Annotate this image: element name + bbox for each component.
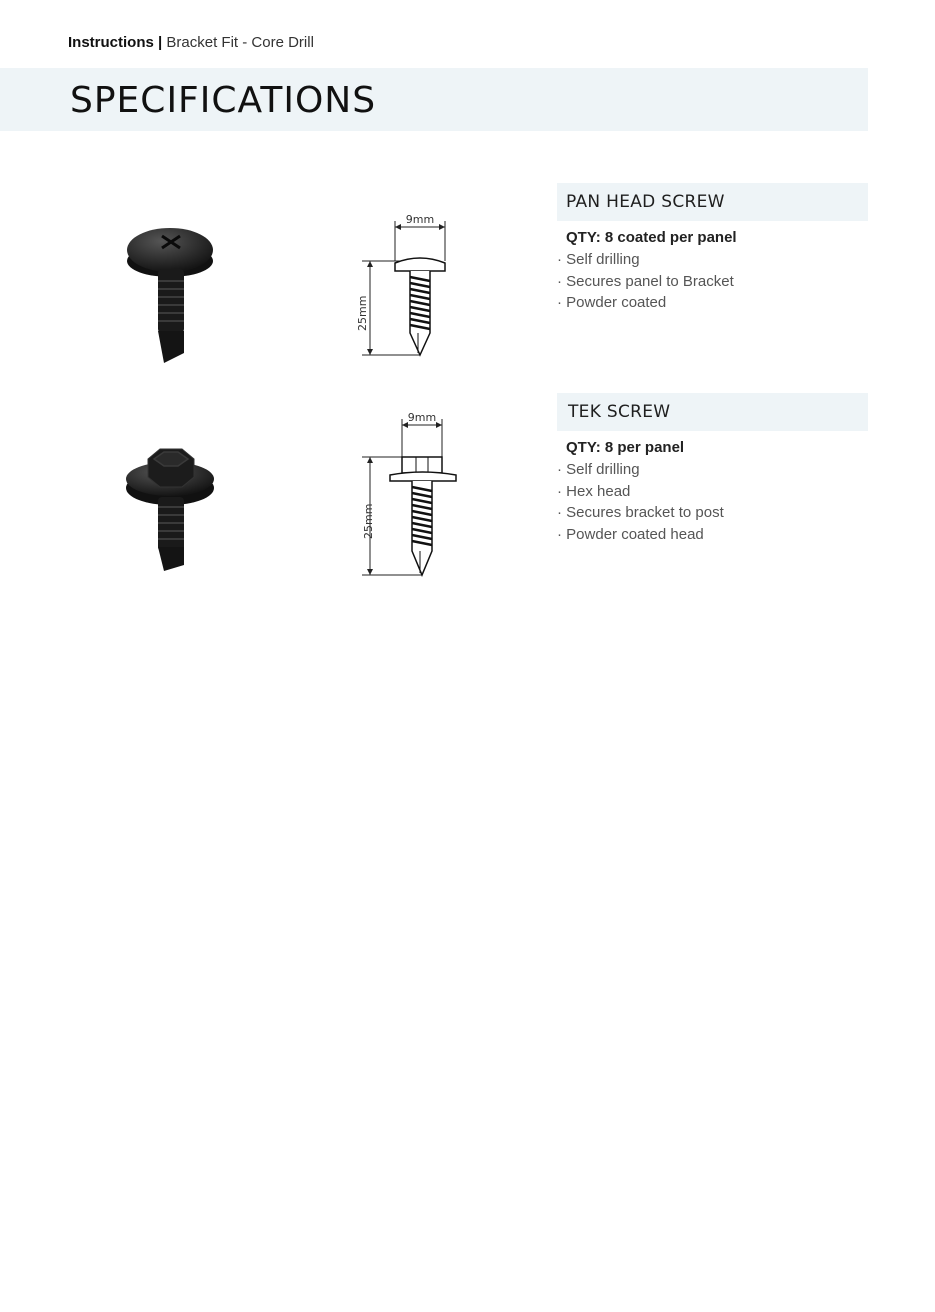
feature-list — [557, 459, 868, 545]
tek-width-label: 9mm — [407, 411, 437, 424]
page-title: SPECIFICATIONS — [70, 80, 377, 121]
breadcrumb-section: Instructions | — [68, 34, 163, 51]
tek-screw-spec — [557, 393, 868, 545]
feature-item: · Powder coated — [557, 292, 868, 314]
product-tek-screw — [0, 393, 935, 593]
product-name: PAN HEAD SCREW — [557, 183, 868, 221]
breadcrumb — [68, 34, 314, 51]
feature-item: · Hex head — [557, 481, 868, 503]
title-band — [0, 68, 868, 131]
pan-head-length-label: 25mm — [356, 295, 369, 331]
feature-item: · Secures bracket to post — [557, 502, 868, 524]
pan-head-drawing — [350, 213, 470, 403]
pan-head-width-label: 9mm — [405, 213, 435, 226]
pan-head-screw-icon — [110, 203, 230, 363]
tek-screw-drawing — [350, 411, 470, 601]
breadcrumb-page: Bracket Fit - Core Drill — [166, 34, 314, 51]
feature-item: · Self drilling — [557, 459, 868, 481]
pan-head-spec — [557, 183, 868, 314]
product-pan-head-screw — [0, 183, 935, 373]
feature-list — [557, 249, 868, 314]
tek-screw-icon — [110, 413, 230, 573]
product-qty: QTY: 8 per panel — [566, 439, 685, 456]
product-qty: QTY: 8 coated per panel — [566, 229, 737, 246]
feature-item: · Secures panel to Bracket — [557, 271, 868, 293]
product-name: TEK SCREW — [557, 393, 868, 431]
feature-item: · Powder coated head — [557, 524, 868, 546]
feature-item: · Self drilling — [557, 249, 868, 271]
tek-length-label: 25mm — [362, 503, 375, 539]
